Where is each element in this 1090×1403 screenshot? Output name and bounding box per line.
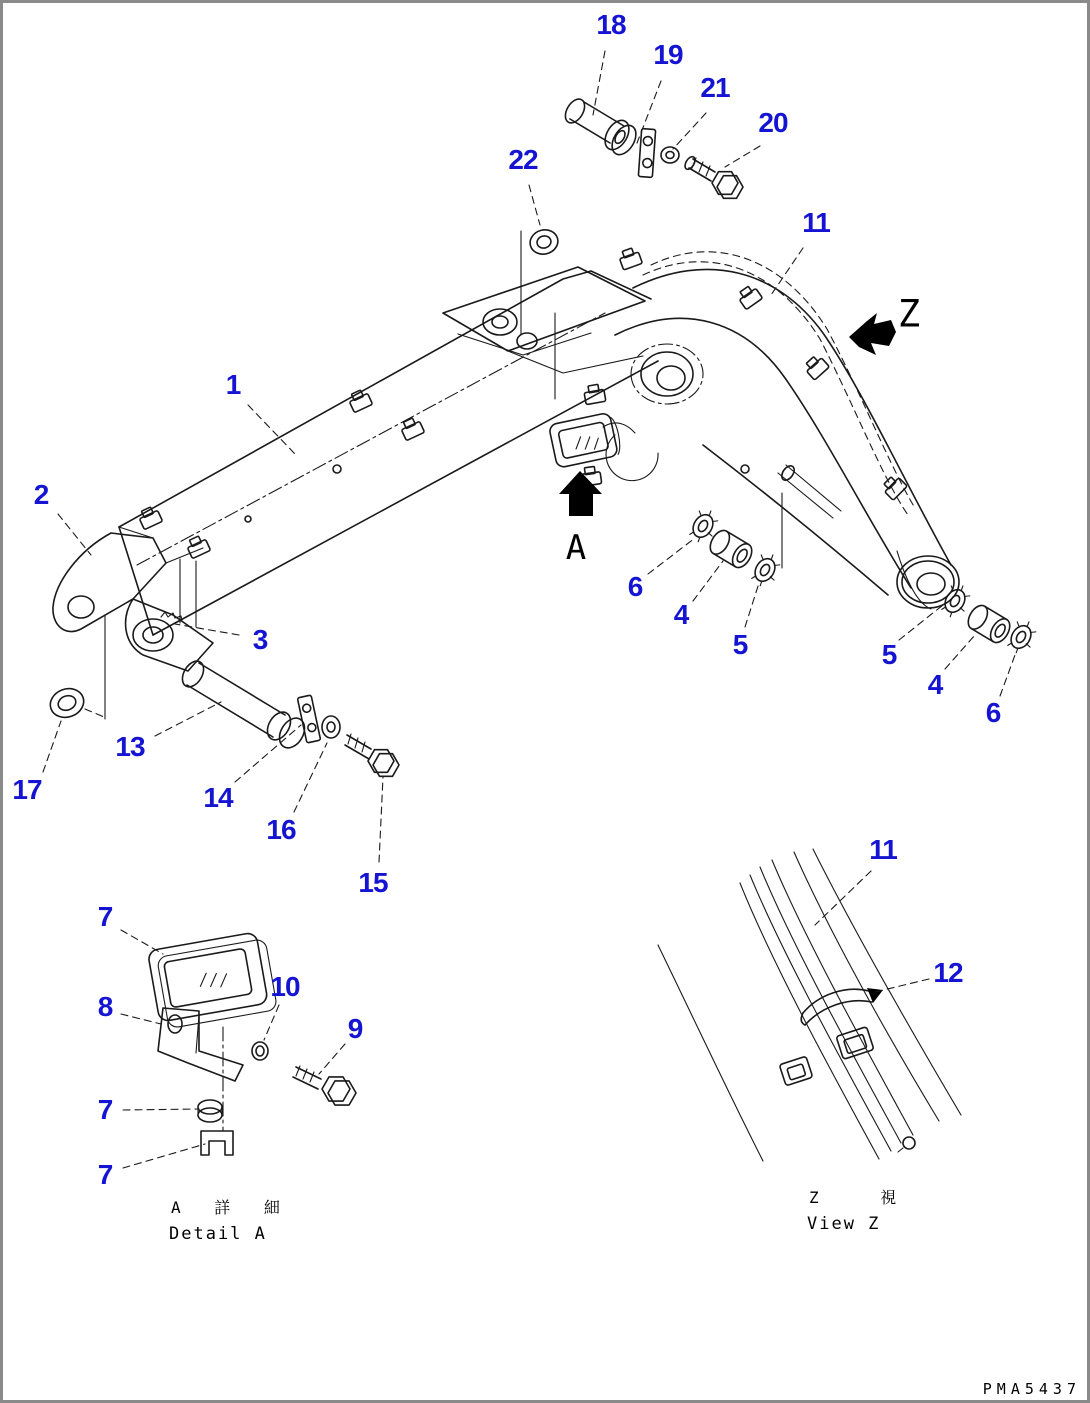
callout-6-9: 6 (627, 571, 643, 602)
leader-line-15-19 (379, 777, 383, 862)
callout-2-7: 2 (33, 479, 49, 510)
callout-11-5: 11 (802, 207, 830, 238)
bolt-15 (345, 734, 399, 776)
leader-line-16-18 (294, 743, 327, 812)
leader-line-6-14 (1000, 655, 1015, 696)
washer-16 (322, 716, 340, 738)
pin-13-group (178, 657, 399, 776)
leader-line-8-23 (121, 1014, 161, 1024)
callout-9-25: 9 (347, 1013, 363, 1044)
leader-line-5-11 (745, 583, 759, 627)
view-arrow-a (559, 471, 602, 516)
callout-1-6: 1 (225, 369, 241, 400)
boom-lamp-group (549, 383, 659, 486)
view-z-letter: Z (897, 292, 921, 336)
ring-22 (527, 227, 560, 257)
callout-19-1: 19 (653, 39, 683, 70)
washer-21 (661, 147, 679, 163)
leader-line-18-0 (593, 51, 605, 115)
leader-line-5-12 (899, 605, 943, 640)
boom-body (119, 246, 658, 635)
callout-7-26: 7 (97, 1094, 113, 1125)
nut-7 (198, 1100, 222, 1122)
leader-line-12-21 (871, 979, 929, 993)
callout-14-17: 14 (203, 782, 233, 813)
leader-line-6-9 (648, 538, 695, 574)
view-z-caption-en: View Z (807, 1214, 881, 1234)
callout-7-22: 7 (97, 901, 113, 932)
boom-parts-line-art (3, 3, 1090, 1403)
callout-12-21: 12 (933, 957, 963, 988)
callout-20-3: 20 (758, 107, 788, 138)
bracket-8 (158, 1008, 243, 1081)
leader-line-7-22 (121, 930, 163, 954)
callout-15-19: 15 (358, 867, 388, 898)
view-z-group (658, 849, 961, 1161)
bolt-9 (293, 1066, 356, 1105)
callout-10-24: 10 (270, 971, 300, 1002)
callout-16-18: 16 (266, 814, 296, 845)
leader-line-7-26 (123, 1109, 199, 1110)
leader-line-21-2 (673, 113, 706, 149)
washer-10 (252, 1042, 268, 1060)
top-pin-group (521, 96, 743, 335)
callout-17-16: 17 (12, 774, 42, 805)
leader-line-22-4 (529, 185, 540, 225)
leader-line-1-6 (248, 405, 296, 455)
detail-a-caption-jp: A 詳 細 (171, 1198, 292, 1217)
leader-line-4-10 (693, 561, 723, 601)
callout-21-2: 21 (700, 72, 730, 103)
bushings-right (937, 581, 1041, 658)
leader-line-7-27 (123, 1144, 205, 1168)
plate-19 (638, 129, 655, 178)
callout-3-8: 3 (252, 624, 268, 655)
callout-5-12: 5 (881, 639, 897, 670)
callout-11-20: 11 (869, 834, 897, 865)
callout-7-27: 7 (97, 1159, 113, 1190)
callout-6-14: 6 (985, 697, 1001, 728)
view-z-caption-jp: Z 視 (809, 1188, 923, 1207)
lamp-7 (147, 931, 277, 1030)
callout-18-0: 18 (596, 9, 626, 40)
clip-7 (201, 1131, 233, 1155)
leader-line-9-25 (319, 1044, 345, 1074)
view-a-letter: A (565, 528, 587, 568)
ring-17 (46, 684, 104, 722)
leader-line-11-20 (815, 871, 871, 925)
drawing-number-stamp: PMA5437 (982, 1380, 1081, 1398)
leader-line-17-16 (43, 721, 61, 772)
callout-5-11: 5 (732, 629, 748, 660)
leader-line-2-7 (58, 514, 91, 555)
bushings-mid (685, 506, 785, 591)
view-arrow-z (849, 313, 896, 355)
leader-line-20-3 (725, 146, 760, 167)
leader-line-13-15 (155, 702, 221, 736)
leader-line-11-5 (771, 248, 803, 295)
callout-22-4: 22 (508, 144, 538, 175)
callout-4-10: 4 (673, 599, 689, 630)
leader-line-4-13 (945, 635, 975, 669)
callout-13-15: 13 (115, 731, 145, 762)
callout-4-13: 4 (927, 669, 943, 700)
detail-a-group (147, 931, 356, 1155)
callout-8-23: 8 (97, 991, 113, 1022)
leader-line-3-8 (175, 624, 239, 635)
detail-a-caption-en: Detail A (169, 1224, 267, 1244)
